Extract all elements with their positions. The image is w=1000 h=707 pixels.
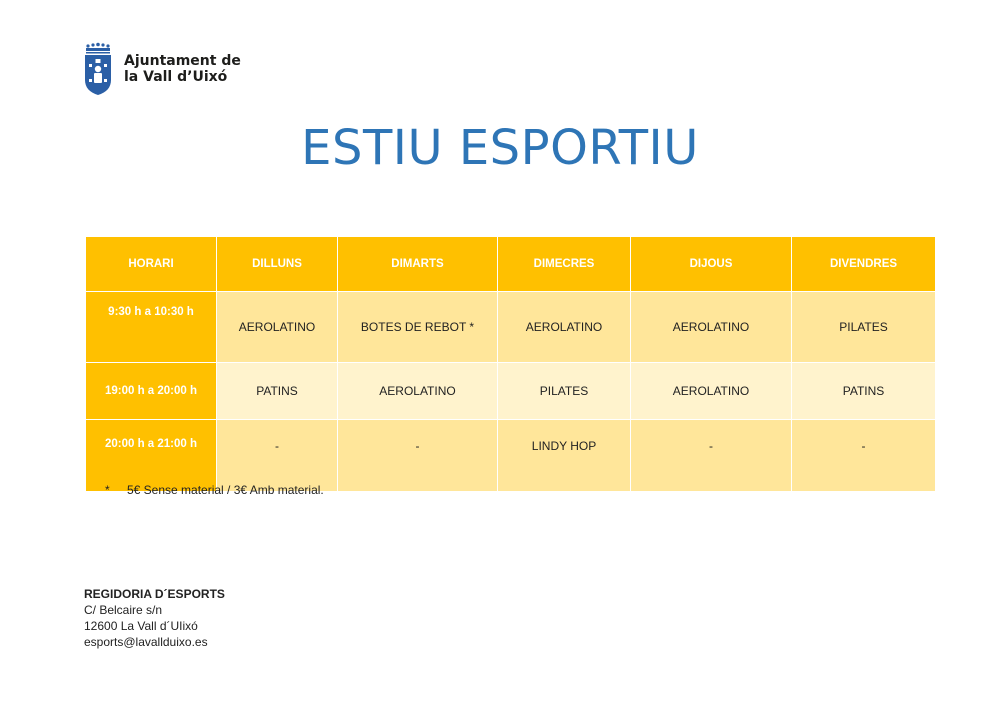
table-row [86, 292, 936, 363]
footnote-asterisk: * [105, 483, 110, 497]
contact-email: esports@lavallduixo.es [84, 635, 208, 649]
activity-cell: AEROLATINO [498, 292, 631, 363]
activity-cell: - [792, 420, 936, 492]
activity-cell: AEROLATINO [338, 363, 498, 420]
department-name: REGIDORIA D´ESPORTS [84, 587, 225, 601]
activity-cell: AEROLATINO [217, 292, 338, 363]
activity-cell: AEROLATINO [631, 292, 792, 363]
activity-cell: AEROLATINO [631, 363, 792, 420]
footnote-text: 5€ Sense material / 3€ Amb material. [127, 483, 324, 497]
time-slot-cell: 19:00 h a 20:00 h [86, 363, 217, 420]
activity-cell: - [217, 420, 338, 492]
column-header-dimecres: DIMECRES [498, 237, 631, 292]
column-header-dimarts: DIMARTS [338, 237, 498, 292]
time-slot-cell: 9:30 h a 10:30 h [86, 292, 217, 363]
logo-line-1: Ajuntament de [124, 53, 241, 69]
column-header-divendres: DIVENDRES [792, 237, 936, 292]
logo-text [124, 53, 241, 85]
schedule-table [85, 236, 936, 492]
municipal-logo [83, 42, 241, 96]
activity-cell: PILATES [792, 292, 936, 363]
activity-cell: - [338, 420, 498, 492]
contact-block [84, 586, 225, 650]
page-title: ESTIU ESPORTIU [301, 120, 699, 176]
table-row [86, 420, 936, 492]
column-header-horari: HORARI [86, 237, 217, 292]
activity-cell: PILATES [498, 363, 631, 420]
column-header-dijous: DIJOUS [631, 237, 792, 292]
street-address: C/ Belcaire s/n [84, 603, 163, 617]
table-row [86, 363, 936, 420]
logo-line-2: la Vall d’Uixó [124, 69, 228, 85]
activity-cell: - [631, 420, 792, 492]
postal-city: 12600 La Vall d´UIixó [84, 619, 198, 633]
activity-cell: PATINS [792, 363, 936, 420]
activity-cell: PATINS [217, 363, 338, 420]
table-header-row [86, 237, 936, 292]
coat-of-arms-icon [83, 42, 113, 96]
column-header-dilluns: DILLUNS [217, 237, 338, 292]
activity-cell: LINDY HOP [498, 420, 631, 492]
time-slot-cell: 20:00 h a 21:00 h [86, 420, 217, 492]
price-footnote [105, 483, 324, 497]
activity-cell: BOTES DE REBOT * [338, 292, 498, 363]
